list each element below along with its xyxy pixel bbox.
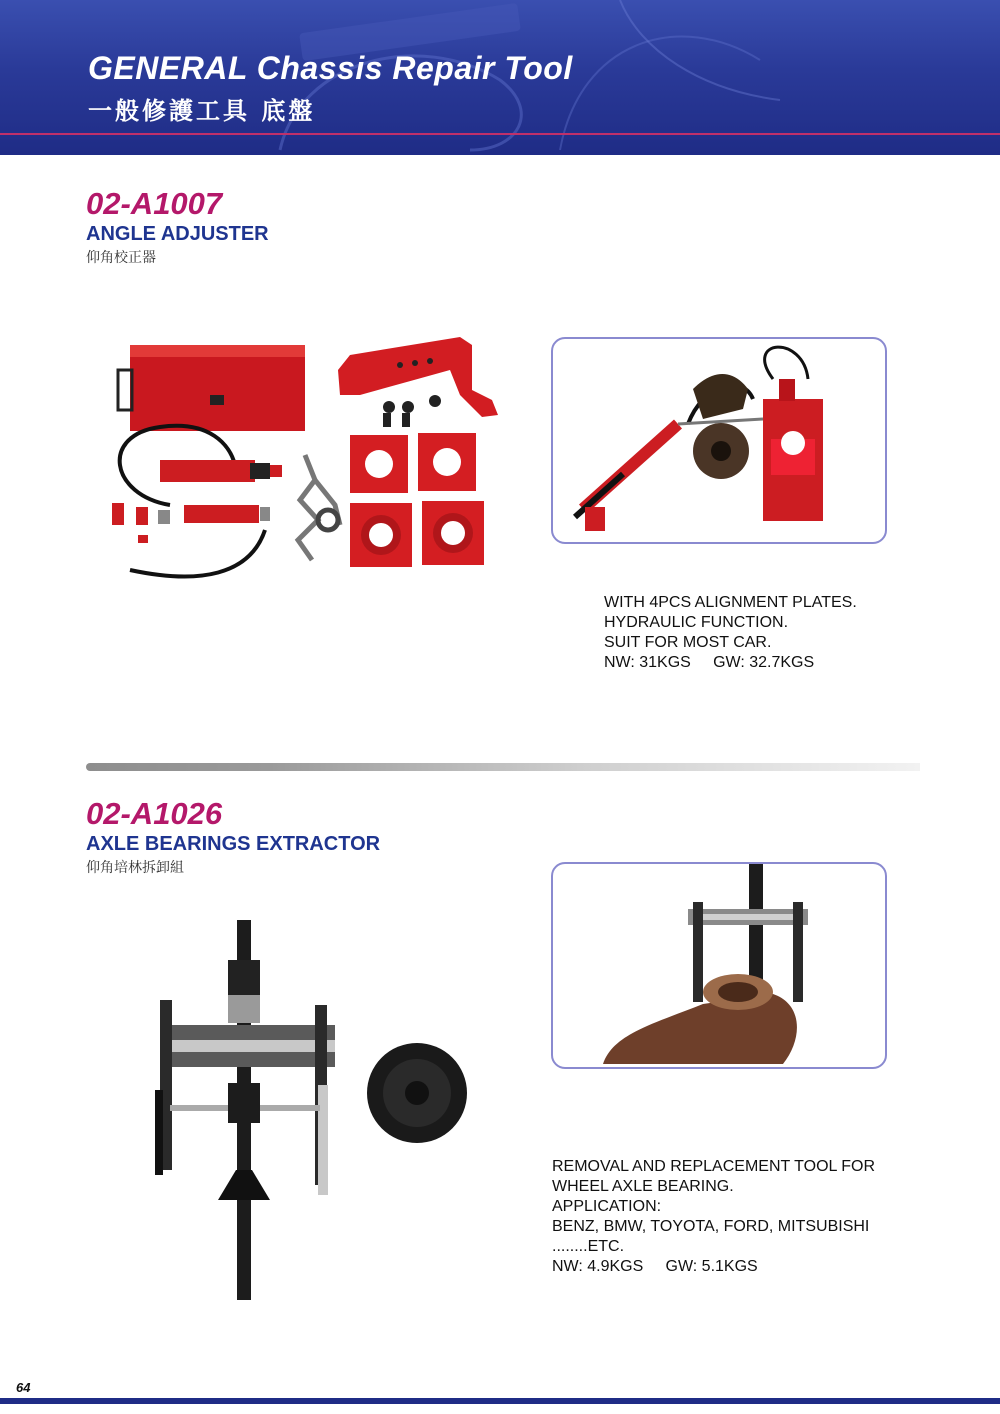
description-line: SUIT FOR MOST CAR. bbox=[604, 634, 772, 651]
description-line: ........ETC. bbox=[552, 1238, 625, 1255]
bearing-cup-image bbox=[367, 1043, 467, 1143]
c-frame-image bbox=[338, 337, 498, 427]
product-name: AXLE BEARINGS EXTRACTOR bbox=[86, 833, 381, 855]
page-subtitle-cn: 一般修護工具 底盤 bbox=[88, 97, 316, 125]
alignment-plates-image bbox=[350, 433, 484, 567]
hydraulic-pump-image bbox=[112, 426, 282, 577]
product-code: 02-A1026 bbox=[86, 796, 223, 831]
description-line: HYDRAULIC FUNCTION. bbox=[604, 614, 789, 631]
description-line: WHEEL AXLE BEARING. bbox=[552, 1178, 734, 1195]
toolbox-image bbox=[118, 345, 305, 431]
extractor-usage-photo bbox=[553, 864, 885, 1067]
header-accent-line bbox=[0, 133, 1000, 135]
chain-image bbox=[298, 455, 340, 560]
description-line: REMOVAL AND REPLACEMENT TOOL FOR bbox=[552, 1158, 876, 1175]
footer-bar bbox=[0, 1398, 1000, 1404]
extractor-description bbox=[552, 1157, 875, 1277]
axle-bearing-extractor-photo bbox=[140, 915, 480, 1305]
product-code: 02-A1007 bbox=[86, 186, 223, 221]
page-number: 64 bbox=[16, 1380, 31, 1395]
angle-adjuster-description bbox=[604, 593, 857, 673]
angle-adjuster-usage-frame bbox=[551, 337, 887, 544]
extractor-tool-image bbox=[155, 920, 335, 1300]
description-line: NW: 4.9KGS GW: 5.1KGS bbox=[552, 1258, 758, 1275]
description-line: BENZ, BMW, TOYOTA, FORD, MITSUBISHI bbox=[552, 1218, 870, 1235]
page-title: GENERAL Chassis Repair Tool bbox=[88, 50, 573, 86]
description-line: WITH 4PCS ALIGNMENT PLATES. bbox=[604, 594, 857, 611]
product-name: ANGLE ADJUSTER bbox=[86, 223, 269, 245]
angle-adjuster-usage-photo bbox=[553, 339, 885, 542]
description-line: NW: 31KGS GW: 32.7KGS bbox=[604, 654, 815, 671]
product-name-cn: 仰角培林拆卸組 bbox=[86, 860, 184, 876]
description-line: APPLICATION: bbox=[552, 1198, 662, 1215]
product-name-cn: 仰角校正器 bbox=[86, 250, 156, 266]
angle-adjuster-kit-photo bbox=[100, 335, 510, 585]
extractor-usage-frame bbox=[551, 862, 887, 1069]
section-divider bbox=[86, 763, 920, 771]
